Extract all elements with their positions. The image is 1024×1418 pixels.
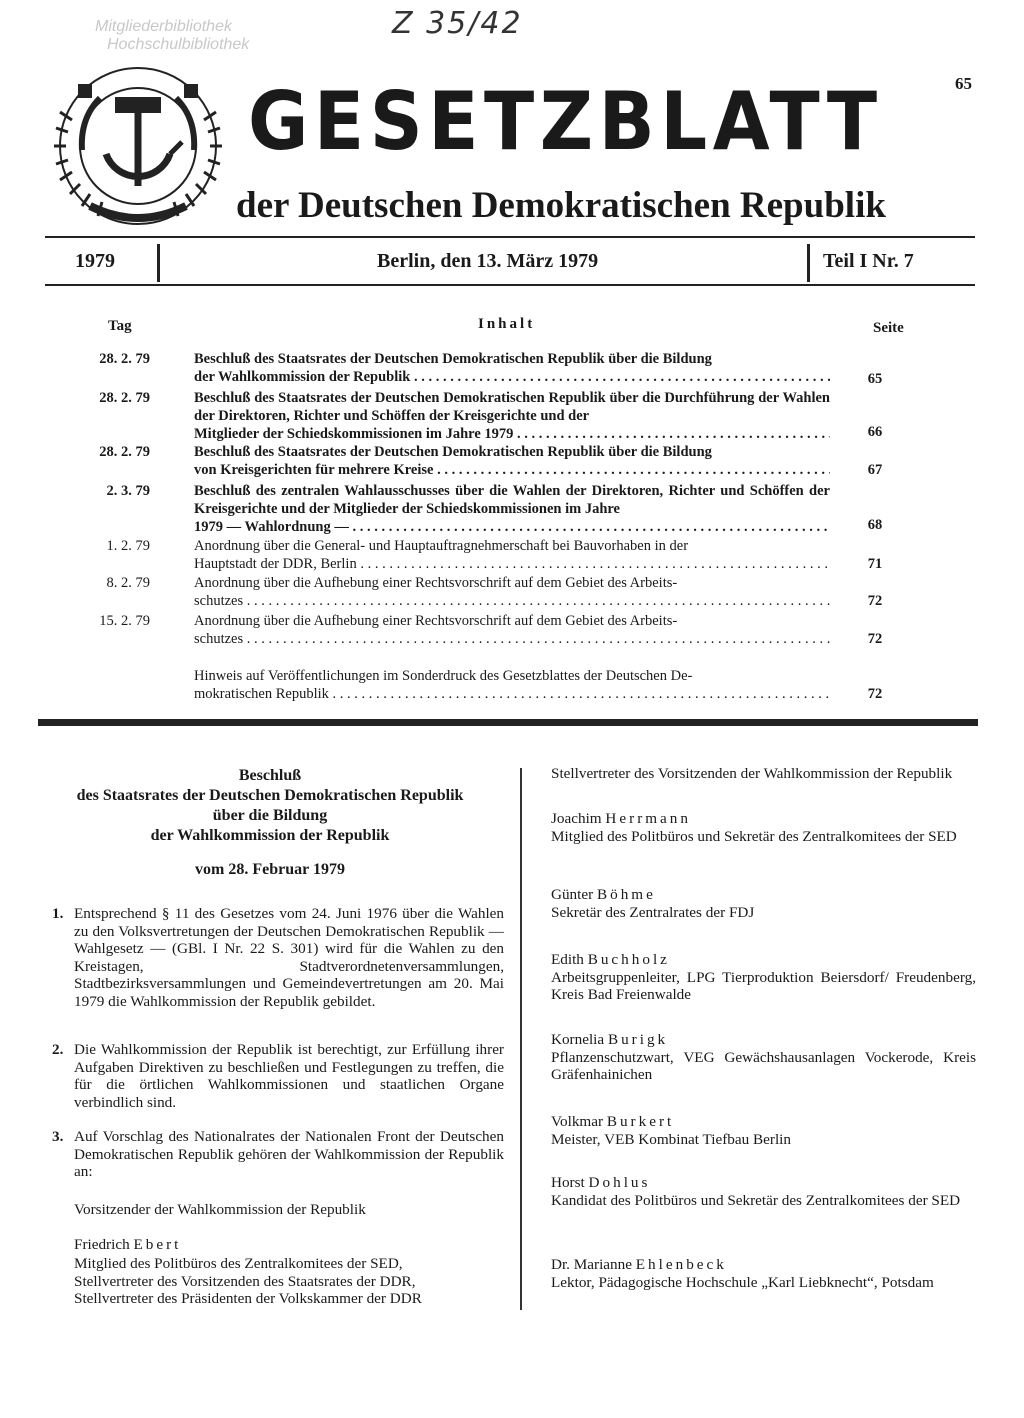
chair-first-name: Friedrich <box>74 1236 130 1253</box>
toc-entry-last: der Wahlkommission der Republik . . . <box>194 368 830 386</box>
toc-entry <box>70 389 900 443</box>
state-emblem <box>50 58 226 234</box>
chair-description-line: Stellvertreter des Vorsitzenden des Staatsrates der DDR, <box>74 1272 416 1290</box>
member-last-name: Herrmann <box>605 810 691 827</box>
paragraph-number: 3. <box>52 1128 64 1145</box>
paragraph-number: 2. <box>52 1041 64 1058</box>
faint-stamp-line: Hochschulbibliothek <box>107 36 250 53</box>
member <box>551 1031 976 1084</box>
toc-entry-last: von Kreisgerichten für mehrere Kreise . . . <box>194 461 830 479</box>
chair-description <box>74 1255 514 1308</box>
issue-place-date: Berlin, den 13. März 1979 <box>377 250 599 272</box>
toc-entry-date: 28. 2. 79 <box>99 444 150 460</box>
paragraph-3 <box>52 1128 507 1182</box>
member-first-name: Günter <box>551 886 594 903</box>
toc-entry-page: 67 <box>867 462 883 478</box>
masthead-title: GESETZBLATT <box>248 75 883 168</box>
toc-entry-date: 28. 2. 79 <box>99 351 150 367</box>
paragraph-text: Entsprechend § 11 des Gesetzes vom 24. Juni 1976 über die Wahlen zu den Volksvertretungen der Deutschen Demokratischen Republik — Wahlgesetz — (GBl. I Nr. 22 S. 301) wird für die Wahlen zu den Kreistagen, Stadtverordnetenversammlungen, Stadtbezirksversammlungen und Gemeindevertretungen am 20. Mai 1979 die Wahlkommission der Republik gebildet. <box>74 905 504 1010</box>
toc-entry-line: Anordnung über die Aufhebung einer Rechtsvorschrift auf dem Gebiet des Arbeits- <box>194 613 678 629</box>
issue-bar-divider <box>807 244 810 282</box>
toc-entry-last: schutzes . . . <box>194 592 830 610</box>
toc-entry <box>70 537 900 573</box>
issue-bar <box>45 236 975 286</box>
member-description: Lektor, Pädagogische Hochschule „Karl Liebknecht“, Potsdam <box>551 1273 934 1291</box>
decision-date: vom 28. Februar 1979 <box>195 861 345 878</box>
decision-heading-line: der Wahlkommission der Republik <box>150 827 390 844</box>
paragraph-number: 1. <box>52 905 64 922</box>
member-last-name: Buchholz <box>587 951 670 968</box>
toc-entry <box>70 667 900 703</box>
toc-entry-line: Beschluß des Staatsrates der Deutschen Demokratischen Republik über die Durchführung der Wahlen der Direktoren, Richter und Schöffen der Kreisgerichte und der <box>194 390 830 424</box>
toc-entry-last: Mitglieder der Schiedskommissionen im Jahre 1979 . . . <box>194 425 830 443</box>
toc-entry-title <box>194 482 830 536</box>
toc-entry-line: Beschluß des zentralen Wahlausschusses über die Wahlen der Direktoren, Richter und Schöffen der Kreisgerichte und der Mitglieder der Schiedskommissionen im Jahre <box>194 483 830 517</box>
member <box>551 1256 976 1291</box>
chair-name <box>74 1236 181 1254</box>
member <box>551 886 976 921</box>
toc-entry-last: Hauptstadt der DDR, Berlin . . . <box>194 555 830 573</box>
toc-entry-date: 28. 2. 79 <box>99 390 150 406</box>
toc-entry-date: 8. 2. 79 <box>106 575 150 591</box>
faint-stamp-line: Mitgliederbibliothek <box>95 18 232 35</box>
toc-entry-date: 1. 2. 79 <box>106 538 150 554</box>
toc-entry <box>70 350 900 386</box>
issue-year: 1979 <box>75 250 115 272</box>
member-name <box>551 951 976 969</box>
toc-entry-line: Beschluß des Staatsrates der Deutschen Demokratischen Republik über die Bildung <box>194 351 712 367</box>
toc-entry-last: mokratischen Republik . . . <box>194 685 830 703</box>
member-name <box>551 1174 976 1192</box>
toc-entry <box>70 482 900 536</box>
decision-heading <box>40 766 500 846</box>
toc-entry-page: 68 <box>867 517 883 533</box>
member-last-name: Dohlus <box>588 1174 651 1191</box>
member-first-name: Joachim <box>551 810 602 827</box>
toc-entry-title <box>194 350 830 386</box>
member-name <box>551 1031 976 1049</box>
member-first-name: Horst <box>551 1174 585 1191</box>
paragraph-2 <box>52 1041 507 1111</box>
member-description: Arbeitsgruppenleiter, LPG Tierproduktion Beiersdorf/ Freudenberg, Kreis Bad Freienwalde <box>551 968 976 1003</box>
member <box>551 1113 976 1148</box>
toc-col-content: Inhalt <box>478 316 536 332</box>
toc-entry-page: 72 <box>867 631 883 647</box>
member-name <box>551 886 976 904</box>
member-description: Kandidat des Politbüros und Sekretär des Zentralkomitees der SED <box>551 1191 961 1209</box>
toc-entry-line: Hinweis auf Veröffentlichungen im Sonderdruck des Gesetzblattes der Deutschen De- <box>194 668 693 684</box>
toc-entry-page: 72 <box>867 593 883 609</box>
toc-entry <box>70 612 900 648</box>
paragraph-1 <box>52 905 507 1021</box>
toc-entry-title <box>194 667 830 703</box>
toc-entry-title <box>194 443 830 479</box>
toc-separator <box>38 719 978 726</box>
member-description: Sekretär des Zentralrates der FDJ <box>551 903 755 921</box>
member <box>551 951 976 1004</box>
page-number: 65 <box>955 74 972 93</box>
toc-entry-title <box>194 389 830 443</box>
toc-entry-title <box>194 612 830 648</box>
decision-heading-line: über die Bildung <box>212 807 328 824</box>
toc-entry-last: schutzes . . . <box>194 630 830 648</box>
deputy-label: Stellvertreter des Vorsitzenden der Wahlkommission der Republik <box>551 765 953 782</box>
toc-entry <box>70 574 900 610</box>
toc-entry-title <box>194 537 830 573</box>
toc-entry-page: 71 <box>867 556 883 572</box>
member-description: Pflanzenschutzwart, VEG Gewächshausanlagen Vockerode, Kreis Gräfenhainichen <box>551 1048 976 1083</box>
issue-number: Teil I Nr. 7 <box>823 250 914 272</box>
member-first-name: Kornelia <box>551 1031 605 1048</box>
member-first-name: Dr. Marianne <box>551 1256 632 1273</box>
toc-entry-line: Beschluß des Staatsrates der Deutschen Demokratischen Republik über die Bildung <box>194 444 712 460</box>
chair-description-line: Stellvertreter des Präsidenten der Volkskammer der DDR <box>74 1290 422 1307</box>
member-name <box>551 810 976 828</box>
member <box>551 810 976 845</box>
member-last-name: Böhme <box>596 886 656 903</box>
toc-col-day: Tag <box>108 318 132 334</box>
chair-last-name: Ebert <box>133 1236 182 1253</box>
toc-entry-date: 15. 2. 79 <box>99 613 150 629</box>
decision-heading-line: Beschluß <box>238 767 302 784</box>
member-first-name: Volkmar <box>551 1113 604 1130</box>
handwritten-note: Z 35/42 <box>392 6 523 41</box>
decision-heading-line: des Staatsrates der Deutschen Demokratischen Republik <box>76 787 464 804</box>
toc-entry-date: 2. 3. 79 <box>106 483 150 499</box>
member-last-name: Ehlenbeck <box>635 1256 727 1273</box>
member-first-name: Edith <box>551 951 584 968</box>
toc-entry-line: Anordnung über die Aufhebung einer Rechtsvorschrift auf dem Gebiet des Arbeits- <box>194 575 678 591</box>
toc-entry-last: 1979 — Wahlordnung — . . . <box>194 518 830 536</box>
issue-bar-divider <box>157 244 160 282</box>
paragraph-text: Die Wahlkommission der Republik ist berechtigt, zur Erfüllung ihrer Aufgaben Direktiven zu beschließen und Festlegungen zu treffen, die für die örtlichen Wahlkommissionen und staatlichen Organe verbindlich sind. <box>74 1041 504 1111</box>
member-description: Mitglied des Politbüros und Sekretär des Zentralkomitees der SED <box>551 827 957 845</box>
toc-entry-page: 72 <box>867 686 883 702</box>
toc-entry <box>70 443 900 479</box>
toc-entry-title <box>194 574 830 610</box>
toc-col-page: Seite <box>873 320 904 336</box>
member-description: Meister, VEB Kombinat Tiefbau Berlin <box>551 1130 791 1148</box>
member-name <box>551 1113 976 1131</box>
member-last-name: Burigk <box>607 1031 669 1048</box>
member-last-name: Burkert <box>606 1113 675 1130</box>
chair-label: Vorsitzender der Wahlkommission der Republik <box>74 1201 366 1218</box>
chair-description-line: Mitglied des Politbüros des Zentralkomitees der SED, <box>74 1255 403 1272</box>
masthead-subtitle: der Deutschen Demokratischen Republik <box>236 185 886 226</box>
column-divider <box>520 768 522 1310</box>
toc-entry-page: 65 <box>867 371 883 387</box>
paragraph-text: Auf Vorschlag des Nationalrates der Nationalen Front der Deutschen Demokratischen Republik gehören der Wahlkommission der Republik an: <box>74 1128 504 1180</box>
member <box>551 1174 976 1209</box>
toc-entry-page: 66 <box>867 424 883 440</box>
member-name <box>551 1256 976 1274</box>
faint-stamp <box>95 18 249 54</box>
toc-entry-line: Anordnung über die General- und Hauptauftragnehmerschaft bei Bauvorhaben in der <box>194 538 689 554</box>
